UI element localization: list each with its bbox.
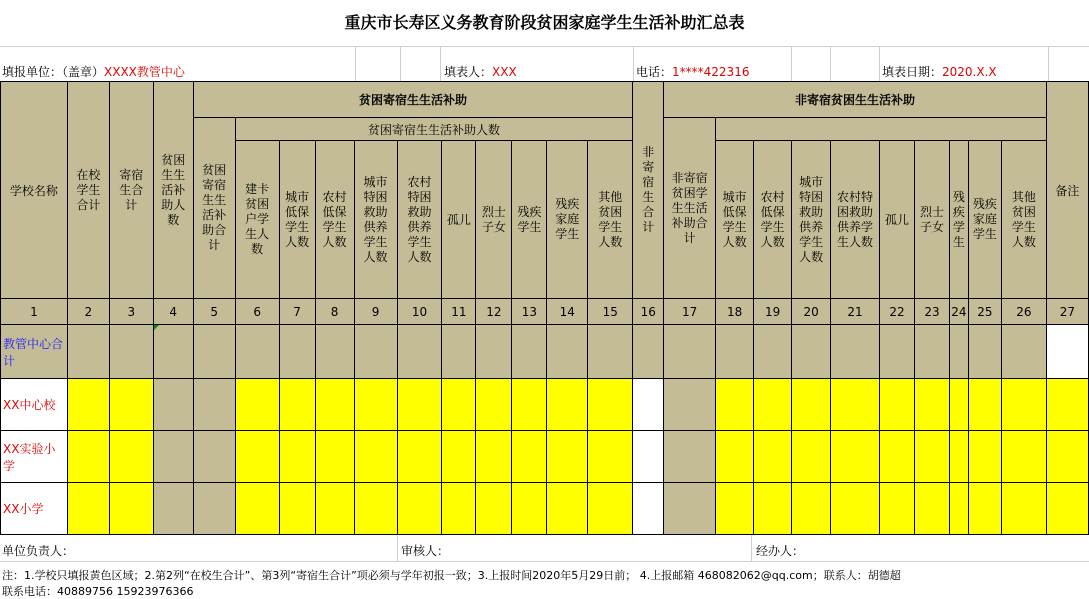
col-number: 17	[664, 299, 716, 325]
data-cell	[193, 431, 235, 483]
header-col17: 非寄宿贫困学生生活补助合计	[664, 118, 716, 299]
header-col15: 其他贫困学生人数	[588, 141, 633, 299]
header-col16: 非寄宿生合计	[633, 82, 664, 299]
input-cell[interactable]	[754, 431, 792, 483]
col-number: 8	[315, 299, 354, 325]
col-number: 21	[831, 299, 880, 325]
input-cell[interactable]	[67, 431, 109, 483]
input-cell[interactable]	[109, 431, 153, 483]
data-cell	[67, 325, 109, 379]
data-cell	[512, 325, 547, 379]
input-cell[interactable]	[67, 379, 109, 431]
note-line-2: 联系电话：40889756 15923976366	[2, 585, 194, 598]
header-nonboarding-group: 非寄宿贫困生生活补助	[664, 82, 1047, 118]
input-cell[interactable]	[792, 431, 831, 483]
col-number: 3	[109, 299, 153, 325]
input-cell[interactable]	[880, 431, 915, 483]
data-cell	[153, 483, 193, 535]
header-col9: 城市特困救助供养学生人数	[354, 141, 397, 299]
col-number: 9	[354, 299, 397, 325]
input-cell[interactable]	[968, 431, 1001, 483]
header-col27: 备注	[1046, 82, 1088, 299]
header-col11: 孤儿	[442, 141, 476, 299]
col-number: 18	[716, 299, 754, 325]
col-number: 26	[1001, 299, 1046, 325]
input-cell[interactable]	[279, 431, 315, 483]
col-number: 11	[442, 299, 476, 325]
input-cell[interactable]	[880, 379, 915, 431]
input-cell[interactable]	[315, 379, 354, 431]
input-cell[interactable]	[968, 483, 1001, 535]
col-number: 5	[193, 299, 235, 325]
input-cell[interactable]	[914, 483, 949, 535]
col-number: 23	[914, 299, 949, 325]
data-cell	[153, 379, 193, 431]
data-cell	[914, 325, 949, 379]
input-cell[interactable]	[235, 431, 279, 483]
col-number: 2	[67, 299, 109, 325]
header-col23: 烈士子女	[914, 141, 949, 299]
data-cell	[315, 325, 354, 379]
input-cell[interactable]	[1046, 483, 1088, 535]
input-cell[interactable]	[831, 483, 880, 535]
header-col7: 城市低保学生人数	[279, 141, 315, 299]
input-cell[interactable]	[880, 483, 915, 535]
header-col19: 农村低保学生人数	[754, 141, 792, 299]
table-row	[1, 379, 1089, 431]
unit-value: XXXX教管中心	[104, 65, 185, 79]
unit-head-label: 单位负责人：	[2, 544, 75, 558]
filler-info	[444, 63, 517, 80]
header-col2: 在校学生合计	[67, 82, 109, 299]
col-number: 20	[792, 299, 831, 325]
header-col24: 残疾学生	[949, 141, 968, 299]
data-cell	[235, 325, 279, 379]
input-cell[interactable]	[1046, 431, 1088, 483]
input-cell[interactable]	[914, 379, 949, 431]
input-cell[interactable]	[397, 483, 442, 535]
header-col22: 孤儿	[880, 141, 915, 299]
input-cell[interactable]	[315, 431, 354, 483]
table-row	[1, 483, 1089, 535]
data-cell	[633, 483, 664, 535]
input-cell[interactable]	[397, 379, 442, 431]
data-cell	[664, 379, 716, 431]
data-cell	[633, 325, 664, 379]
page-title: 重庆市长寿区义务教育阶段贫困家庭学生生活补助汇总表	[344, 13, 745, 32]
data-cell	[792, 325, 831, 379]
col-number: 22	[880, 299, 915, 325]
input-cell[interactable]	[476, 483, 512, 535]
input-cell[interactable]	[476, 431, 512, 483]
header-boarding-sub: 贫困寄宿生生活补助人数	[235, 118, 633, 141]
table-row	[1, 431, 1089, 483]
input-cell[interactable]	[442, 483, 476, 535]
summary-table	[0, 81, 1089, 535]
col-number: 13	[512, 299, 547, 325]
note-line-1: 注：1.学校只填报黄色区域；2.第2列“在校生合计”、第3列“寄宿生合计”项必须与学年初报一致；3.上报时间2020年5月29日前； 4.上报邮箱 468082062@qq.com；联系人：胡德超	[2, 569, 901, 582]
row-label-school: XX实验小学	[1, 431, 68, 483]
col-number: 12	[476, 299, 512, 325]
input-cell[interactable]	[754, 379, 792, 431]
header-col26: 其他贫困学生人数	[1001, 141, 1046, 299]
input-cell[interactable]	[354, 483, 397, 535]
input-cell[interactable]	[235, 483, 279, 535]
data-cell	[664, 325, 716, 379]
input-cell[interactable]	[1001, 379, 1046, 431]
table-row	[1, 325, 1089, 379]
input-cell[interactable]	[754, 483, 792, 535]
input-cell[interactable]	[547, 431, 588, 483]
signature-row	[0, 535, 1089, 562]
input-cell[interactable]	[109, 379, 153, 431]
row-label-school: XX中心校	[1, 379, 68, 431]
header-col14: 残疾家庭学生	[547, 141, 588, 299]
header-col20: 城市特困救助供养学生人数	[792, 141, 831, 299]
input-cell[interactable]	[588, 431, 633, 483]
input-cell[interactable]	[512, 379, 547, 431]
col-number: 6	[235, 299, 279, 325]
input-cell[interactable]	[831, 379, 880, 431]
data-cell	[664, 431, 716, 483]
phone-value: 1****422316	[672, 65, 750, 79]
header-col5: 贫困寄宿生生活补助合计	[193, 118, 235, 299]
data-cell	[1001, 325, 1046, 379]
phone-info	[636, 63, 749, 80]
data-cell	[880, 325, 915, 379]
input-cell[interactable]	[949, 483, 968, 535]
data-cell	[193, 325, 235, 379]
input-cell[interactable]	[354, 431, 397, 483]
input-cell[interactable]	[1001, 483, 1046, 535]
input-cell[interactable]	[315, 483, 354, 535]
input-cell[interactable]	[547, 483, 588, 535]
input-cell[interactable]	[279, 379, 315, 431]
header-col3: 寄宿生合计	[109, 82, 153, 299]
input-cell[interactable]	[235, 379, 279, 431]
data-cell	[442, 325, 476, 379]
data-cell	[109, 325, 153, 379]
row-label-school: XX小学	[1, 483, 68, 535]
col-number: 16	[633, 299, 664, 325]
data-cell	[633, 431, 664, 483]
input-cell[interactable]	[792, 483, 831, 535]
col-number: 25	[968, 299, 1001, 325]
data-cell	[397, 325, 442, 379]
input-cell[interactable]	[716, 379, 754, 431]
data-cell	[153, 325, 193, 379]
unit-info	[2, 63, 185, 80]
filler-label: 填表人：	[444, 65, 493, 79]
col-number: 15	[588, 299, 633, 325]
data-cell	[831, 325, 880, 379]
data-cell	[716, 325, 754, 379]
column-number-row	[1, 299, 1089, 325]
input-cell[interactable]	[716, 483, 754, 535]
data-cell	[754, 325, 792, 379]
input-cell[interactable]	[716, 431, 754, 483]
input-cell[interactable]	[1001, 431, 1046, 483]
col-number: 1	[1, 299, 68, 325]
handler-label: 经办人：	[756, 544, 805, 558]
input-cell[interactable]	[968, 379, 1001, 431]
reviewer-label: 审核人：	[401, 544, 450, 558]
col-number: 19	[754, 299, 792, 325]
data-cell	[193, 379, 235, 431]
header-boarding-group: 贫困寄宿生生活补助	[193, 82, 633, 118]
phone-label: 电话：	[636, 65, 673, 79]
data-cell	[588, 325, 633, 379]
input-cell[interactable]	[949, 431, 968, 483]
input-cell[interactable]	[67, 483, 109, 535]
date-info	[882, 63, 997, 80]
input-cell[interactable]	[512, 431, 547, 483]
data-cell	[193, 483, 235, 535]
col-number: 24	[949, 299, 968, 325]
header-col4: 贫困生生活补助人数	[153, 82, 193, 299]
col-number: 14	[547, 299, 588, 325]
data-cell	[476, 325, 512, 379]
data-cell	[949, 325, 968, 379]
col-number: 4	[153, 299, 193, 325]
header-col10: 农村特困救助供养学生人数	[397, 141, 442, 299]
header-school-name: 学校名称	[1, 82, 68, 299]
input-cell[interactable]	[914, 431, 949, 483]
input-cell[interactable]	[476, 379, 512, 431]
input-cell[interactable]	[397, 431, 442, 483]
header-col6: 建卡贫困户学生人数	[235, 141, 279, 299]
data-cell	[633, 379, 664, 431]
data-cell	[153, 431, 193, 483]
input-cell[interactable]	[588, 379, 633, 431]
data-cell	[664, 483, 716, 535]
unit-label: 填报单位：（盖章）	[2, 65, 105, 79]
col-number: 7	[279, 299, 315, 325]
header-col21: 农村特困救助供养学生人数	[831, 141, 880, 299]
input-cell[interactable]	[279, 483, 315, 535]
row-label-total: 教管中心合计	[1, 325, 68, 379]
input-cell[interactable]	[354, 379, 397, 431]
header-col25: 残疾家庭学生	[968, 141, 1001, 299]
input-cell[interactable]	[442, 431, 476, 483]
data-cell	[279, 325, 315, 379]
header-col12: 烈士子女	[476, 141, 512, 299]
input-cell[interactable]	[588, 483, 633, 535]
date-label: 填表日期：	[882, 65, 943, 79]
header-col8: 农村低保学生人数	[315, 141, 354, 299]
data-cell	[354, 325, 397, 379]
header-col18: 城市低保学生人数	[716, 141, 754, 299]
col-number: 27	[1046, 299, 1088, 325]
input-cell[interactable]	[547, 379, 588, 431]
col-number: 10	[397, 299, 442, 325]
data-cell	[968, 325, 1001, 379]
input-cell[interactable]	[109, 483, 153, 535]
filler-value: XXX	[492, 65, 517, 79]
header-col13: 残疾学生	[512, 141, 547, 299]
input-cell[interactable]	[442, 379, 476, 431]
input-cell[interactable]	[949, 379, 968, 431]
data-cell	[547, 325, 588, 379]
input-cell[interactable]	[1046, 379, 1088, 431]
data-cell	[1046, 325, 1088, 379]
header-nonboarding-sub	[716, 118, 1047, 141]
input-cell[interactable]	[792, 379, 831, 431]
input-cell[interactable]	[831, 431, 880, 483]
date-value: 2020.X.X	[942, 65, 997, 79]
input-cell[interactable]	[512, 483, 547, 535]
